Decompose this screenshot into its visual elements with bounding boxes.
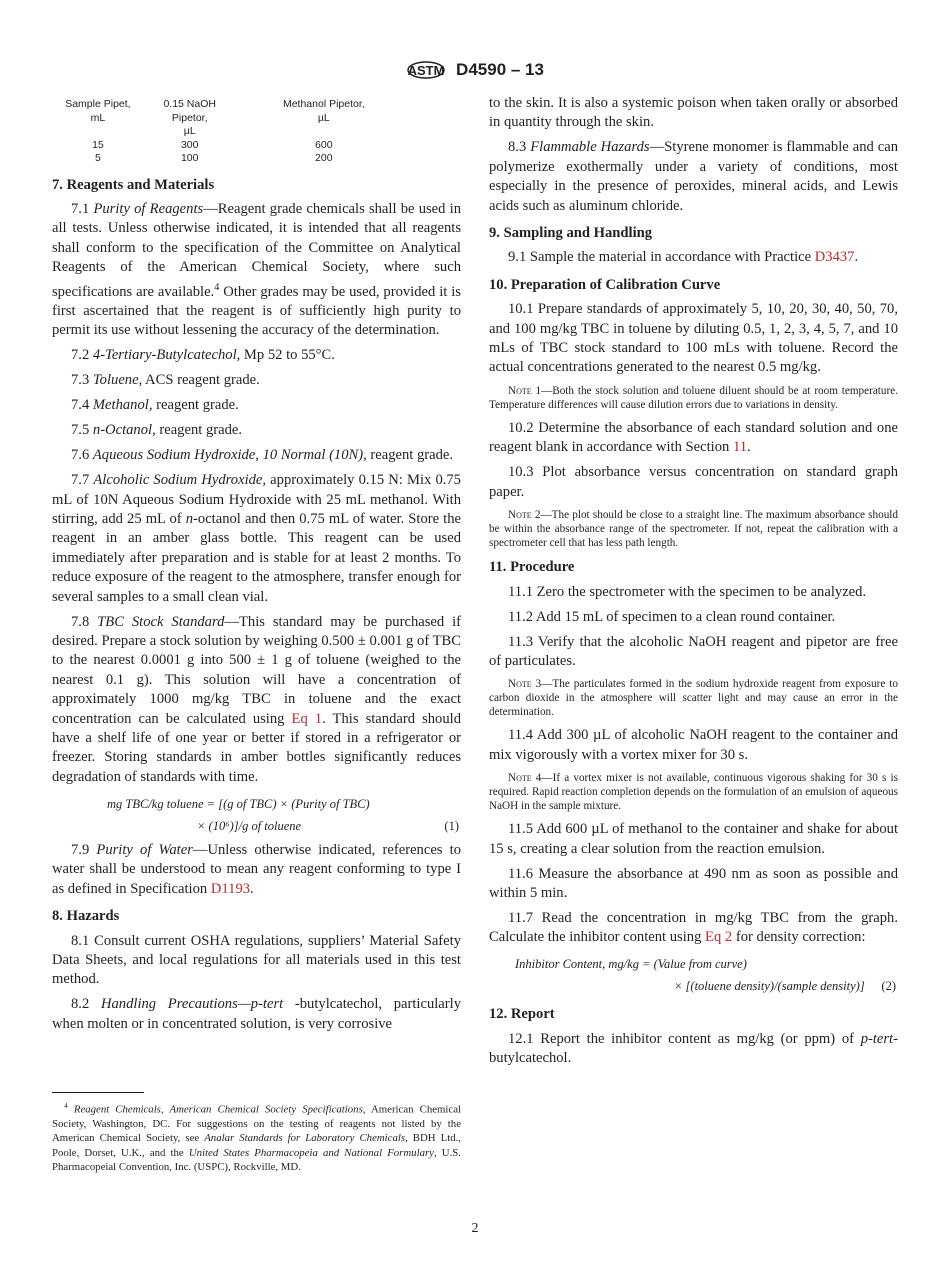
italic-run: Purity of Reagents [93,200,204,217]
table-cell: 5 [94,152,101,164]
footnote-marker: 4 [64,1101,68,1110]
paragraph [489,1030,898,1069]
text-run: —Unless otherwise indicated, references to water shall be understood to mean any reagent conforming to type I as defined in Specification [52,841,461,897]
text-run: reagent grade. [152,397,239,414]
left-body [52,176,461,1035]
cross-reference-link[interactable]: D1193 [210,880,251,897]
italic-run: Analar Standards for Laboratory Chemicals [204,1132,406,1145]
paragraph [52,200,461,341]
paragraph [52,841,461,899]
header-line: Sample Pipet, [65,98,131,110]
text-run: 7.5 [71,422,93,439]
table-cell: 15 [92,138,104,151]
pipet-table [52,98,382,166]
equation-line [489,975,898,997]
equation-line: mg TBC/kg toluene = [(g of TBC) × (Purity of TBC) [107,796,370,811]
paragraph [489,608,898,627]
header-line: 0.15 NaOH [163,98,216,110]
text-run: . [747,439,751,456]
italic-run: Methanol, [92,397,153,414]
astm-logo-icon [406,56,446,84]
paragraph [52,995,461,1034]
note [489,508,898,550]
table-header-row [52,98,382,139]
header-line: µL [183,125,196,137]
header-methanol-pipetor [236,98,382,139]
equation-text: × (10⁶)]/g of toluene [197,818,302,833]
text-run: for density correction: [732,929,866,946]
text-run: 11.3 Verify that the alcoholic NaOH reagent and pipetor are free of particulates. [489,633,898,669]
paragraph [52,396,461,415]
note-label: Note 2 [508,509,541,522]
table-cell: 300 [180,138,199,151]
right-column [489,94,898,1074]
text-run: . [854,249,859,266]
text-run: —Reagent grade chemicals shall be used in all tests. Unless otherwise indicated, it is intended that all reagents shall conform to the specification of the Committee on Analytical Reagents of the American Chemical Society, where such specifications are available. [52,200,462,300]
note [489,677,898,719]
svg-text:ASTM: ASTM [407,63,445,78]
italic-run: Purity of Water [96,841,193,858]
text-run: ACS reagent grade. [142,372,260,389]
paragraph [52,446,461,465]
table-cell: 200 [315,152,333,164]
paragraph [489,726,898,765]
section-heading: 9. Sampling and Handling [489,225,653,242]
italic-run: Aqueous Sodium Hydroxide, 10 Normal (10N), [92,447,367,464]
text-run: 8.2 [71,996,101,1013]
section-heading: 10. Preparation of Calibration Curve [489,276,721,293]
cross-reference-link[interactable]: D3437 [814,249,855,266]
text-run: Other grades may be used, provided it is first ascertained that the reagent is of sufficiently high purity to permit its use without lessening the accuracy of the determination. [52,283,461,339]
paragraph [52,471,461,607]
text-run: approximately 0.15 N: Mix 0.75 mL of 10N Aqueous Sodium Hydroxide with 25 mL methanol. With stirring, add 25 mL of [52,472,461,528]
text-run: —Both the stock solution and toluene diluent should be at room temperature. Temperature differences will cause dilution errors due to variations in density. [489,384,898,411]
italic-run: United States Pharmacopeia and National Formulary [188,1146,434,1159]
table-row [52,139,382,153]
text-run: 12.1 Report the inhibitor content as mg/kg (or ppm) of [508,1030,861,1047]
note [489,771,898,813]
paragraph [52,421,461,440]
equation-text: × [(toluene density)/(sample density)] [674,979,865,994]
paragraph [489,909,898,948]
text-run: 7.9 [71,841,97,858]
table-row [52,152,382,166]
text-run: 7.7 [71,472,94,489]
paragraph [489,300,898,378]
text-run: 7.6 [71,447,93,464]
paragraph [489,94,898,133]
left-column [52,98,461,1040]
italic-run: Flammable Hazards [530,139,650,156]
paragraph [489,820,898,859]
note [489,384,898,412]
text-run: -octanol and then 0.75 mL of water. Store the reagent in an amber glass bottle. This reagent can be used immediately after preparation and is stable for at least 2 months. To reduce exposure of the reagent to the atmosphere, transfer enough for several samples to a small clean vial. [52,511,461,605]
equation-line [52,815,461,837]
text-run: 9.1 Sample the material in accordance with Practice [508,249,815,266]
text-run: —The plot should be close to a straight line. The maximum absorbance should be within the absorbance range of the spectrometer. If not, repeat the calibration with a spectrometer cell that has less path length. [489,509,898,550]
text-run: —The particulates formed in the sodium hydroxide reagent from exposure to carbon dioxide in the atmosphere will scatter light and may cause an error in the determination. [489,678,898,719]
paragraph [52,613,461,788]
text-run: -butylcatechol, particularly when molten or in concentrated solution, is very corrosive [52,996,461,1032]
text-run: reagent grade. [366,447,454,464]
text-run: 10.2 Determine the absorbance of each standard solution and one reagent blank in accordance with Section [489,419,898,456]
text-run: —Styrene monomer is flammable and can polymerize exothermally under a variety of conditions, most especially in the presence of peroxides, mineral acids, and Lewis acids such as aluminum chloride. [489,139,899,214]
text-run: 11.7 Read the concentration in mg/kg TBC from the graph. Calculate the inhibitor content using [489,909,898,946]
equation-line: Inhibitor Content, mg/kg = (Value from curve) [515,957,747,972]
document-designation: D4590 – 13 [456,60,544,79]
text-run: reagent grade. [155,422,243,439]
text-run: . This standard should have a shelf life of one year or better if stored in a refrigerator or freezer. Storing standards in amber bottles significantly reduces degradation of standards with time. [52,710,461,785]
footnote-divider [52,1092,144,1093]
italic-run: Alcoholic Sodium Hydroxide, [93,472,267,489]
text-run: Mp 52 to 55°C. [240,347,335,364]
italic-run: n-Octanol, [92,422,156,439]
text-run: 10.3 Plot absorbance versus concentration on standard graph paper. [489,464,898,500]
paragraph [489,138,898,216]
footnote-area [52,1092,461,1175]
equation-2 [489,953,898,997]
paragraph [489,419,898,458]
text-run: 11.6 Measure the absorbance at 490 nm as soon as possible and within 5 min. [489,865,898,901]
text-run: 10.1 Prepare standards of approximately 5, 10, 20, 30, 40, 50, 70, and 100 mg/kg TBC in toluene by diluting 0.5, 1, 2, 3, 4, 5, 7, and 10 mLs of TBC stock standard to 100 mLs with toluene. Record the actual concentrations generated to the nearest 0.5 mg/kg. [489,301,898,376]
note-label: Note 1 [508,384,542,397]
equation-number: (1) [444,818,459,833]
section-heading: 11. Procedure [489,559,575,576]
table-cell: 600 [315,138,333,151]
footnote-marker: 4 [214,281,220,293]
text-run: —If a vortex mixer is not available, continuous vigorous shaking for 30 s is required. Rapid reaction completion depends on the formulation of an emulsion of aqueous NaOH in the sample mixture. [489,772,898,813]
italic-run: Toluene, [92,372,143,389]
text-run: 7.1 [71,200,94,217]
text-run: 8.3 [508,139,531,156]
text-run: American Chemical Society, Washington, DC. For suggestions on the testing of reagents not listed by the American Chemical Society, see [52,1103,461,1145]
equation-number: (2) [881,979,896,994]
header-line: mL [90,111,106,124]
cross-reference-link[interactable]: Eq 1 [291,710,323,727]
paragraph [52,346,461,365]
header-naoh-pipetor [144,98,236,139]
text-run: 8.1 Consult current OSHA regulations, suppliers’ Material Safety Data Sheets, and local regulations for all materials used in this test method. [52,932,461,988]
page-header [0,56,950,84]
text-run: 11.4 Add 300 µL of alcoholic NaOH reagent to the container and mix vigorously with a vortex mixer for 30 s. [489,727,898,763]
header-line: Pipetor, [171,111,208,124]
text-run: 11.2 Add 15 mL of specimen to a clean round container. [508,608,836,625]
text-run: . [250,880,254,897]
italic-run: Reagent Chemicals, American Chemical Society Specifications, [73,1103,366,1116]
cross-reference-link[interactable]: 11 [732,439,748,456]
text-run: 7.2 [71,347,93,364]
table-cell: 100 [180,152,199,164]
text-run: 7.8 [71,613,98,630]
paragraph [52,371,461,390]
cross-reference-link[interactable]: Eq 2 [705,929,733,946]
text-run: , U.S. Pharmacopeial Convention, Inc. (USPC), Rockville, MD. [52,1146,462,1174]
paragraph [489,248,898,267]
footnote-4 [52,1099,461,1175]
header-line: Methanol Pipetor, [282,98,365,110]
paragraph [52,932,461,990]
italic-run: p-tert [860,1030,894,1047]
header-line: µL [317,111,330,124]
italic-run: Handling Precautions—p-tert [100,996,284,1013]
paragraph [489,633,898,672]
section-heading: 7. Reagents and Materials [52,176,215,193]
right-body [489,94,898,1069]
text-run: , BDH Ltd., Poole, Dorset, U.K., and the [52,1132,461,1159]
paragraph [489,865,898,904]
paragraph [489,463,898,502]
text-run: -butylcatechol. [489,1030,898,1067]
header-sample-pipet [52,98,144,139]
text-run: 11.5 Add 600 µL of methanol to the container and shake for about 15 s, creating a clear solution from the reaction emulsion. [489,821,898,857]
section-heading: 8. Hazards [52,908,120,925]
paragraph [489,583,898,602]
section-heading: 12. Report [489,1006,555,1023]
note-label: Note 4 [508,772,542,785]
text-run: to the skin. It is also a systemic poison when taken orally or absorbed in quantity through the skin. [489,95,898,131]
page-number: 2 [471,1221,479,1236]
note-label: Note 3 [508,678,542,691]
italic-run: TBC Stock Standard [97,613,225,630]
text-run: 7.4 [71,397,93,414]
equation-1 [52,793,461,837]
italic-run: n [185,511,194,528]
text-run: 11.1 Zero the spectrometer with the specimen to be analyzed. [508,583,867,600]
italic-run: 4-Tertiary-Butylcatechol, [92,347,241,364]
text-run: —This standard may be purchased if desired. Prepare a stock solution by weighing 0.500 ± 0.001 g of TBC to the nearest 0.0001 g into 500 ± 1 g of toluene (weighed to the nearest 0.1 g). This solution will have a concentration of approximately 1000 mg/kg TBC in toluene and the exact concentration can be calculated using [52,613,462,727]
text-run: 7.3 [71,372,93,389]
